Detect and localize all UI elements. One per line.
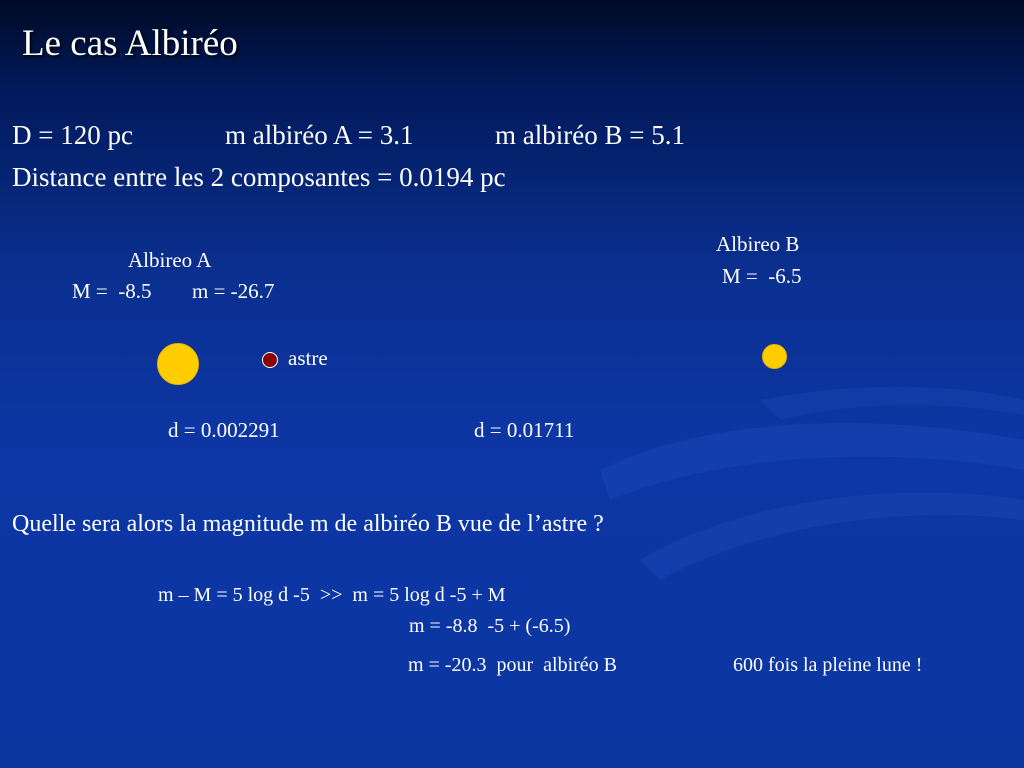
distance-to-b-label: d = 0.01711: [474, 418, 575, 442]
magnitude-b-text: m albiréo B = 5.1: [495, 120, 685, 150]
albireo-b-absolute-magnitude: M = -6.5: [722, 264, 802, 288]
distance-text: D = 120 pc: [12, 120, 133, 150]
page-title: Le cas Albiréo: [22, 23, 238, 64]
astre-label: astre: [288, 346, 328, 370]
question-text: Quelle sera alors la magnitude m de albiréo B vue de l’astre ?: [12, 511, 604, 537]
albireo-b-name: Albireo B: [716, 232, 800, 256]
albireo-a-star-icon: [157, 343, 199, 385]
albireo-a-name: Albireo A: [128, 248, 212, 272]
magnitude-a-text: m albiréo A = 3.1: [225, 120, 414, 150]
formula-line-1: m – M = 5 log d -5 >> m = 5 log d -5 + M: [158, 584, 506, 606]
formula-line-2: m = -8.8 -5 + (-6.5): [409, 615, 571, 637]
separation-text: Distance entre les 2 composantes = 0.0194 pc: [12, 162, 506, 192]
distance-to-a-label: d = 0.002291: [168, 418, 280, 442]
astre-dot-icon: [262, 352, 278, 368]
albireo-a-absolute-magnitude: M = -8.5: [72, 279, 152, 303]
full-moon-comparison: 600 fois la pleine lune !: [733, 654, 923, 676]
formula-result: m = -20.3 pour albiréo B: [408, 654, 618, 676]
albireo-b-star-icon: [762, 344, 787, 369]
albireo-a-apparent-magnitude: m = -26.7: [192, 279, 275, 303]
